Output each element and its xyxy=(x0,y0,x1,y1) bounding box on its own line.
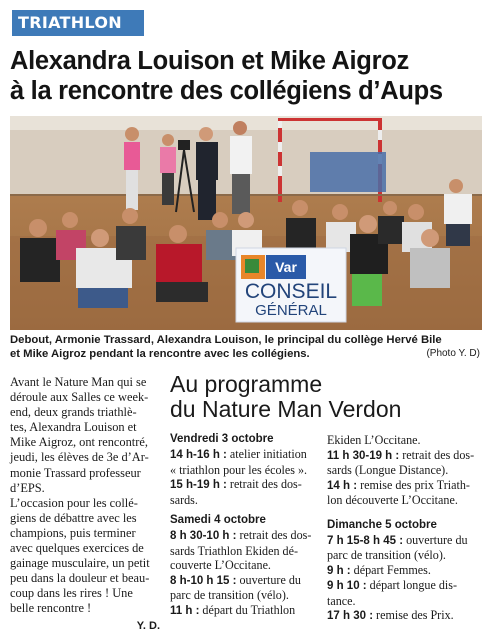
program-entry: 14 h : remise des prix Triath- xyxy=(327,477,470,492)
program-title-line-1: Au programme xyxy=(170,371,323,397)
program-entry-cont: parc de transition (vélo). xyxy=(327,548,446,562)
day-heading-vendredi: Vendredi 3 octobre xyxy=(170,433,274,445)
banner-line-1: CONSEIL xyxy=(244,280,338,303)
day-heading-dimanche: Dimanche 5 octobre xyxy=(327,518,437,531)
program-column-2 xyxy=(327,433,477,624)
article-line: avec quelques exercices de xyxy=(10,541,144,556)
section-tag: TRIATHLON xyxy=(12,10,144,36)
banner-line-2: GÉNÉRAL xyxy=(255,302,327,319)
article-line: L’occasion pour les collé- xyxy=(10,495,138,510)
program-entry-cont: « triathlon pour les écoles ». xyxy=(170,462,308,477)
article-line: end, deux grands triathlè- xyxy=(10,405,137,420)
program-entry: 17 h 30 : remise des Prix. xyxy=(327,608,454,622)
article-photo xyxy=(10,116,482,330)
program-title xyxy=(170,372,482,422)
day-heading-samedi: Samedi 4 octobre xyxy=(170,514,266,526)
program-entry: 15 h-19 h : retrait des dos- xyxy=(170,477,302,491)
caption-line-1: Debout, Armonie Trassard, Alexandra Louison, le principal du collège Hervé Bile xyxy=(10,334,442,346)
program-entry-cont: sards. xyxy=(170,492,198,507)
program-entry-cont: sards (Longue Distance). xyxy=(327,463,449,477)
article-line: jeudi, les élèves de 3e d’Ar- xyxy=(10,450,149,465)
program-entry: 8 h-10 h 15 : ouverture du xyxy=(170,572,301,587)
program-entry-cont: tance. xyxy=(327,593,356,608)
program-entry-cont: lon découverte L’Occitane. xyxy=(327,493,458,507)
banner-brand-text: Var xyxy=(275,259,297,275)
article-line: tes, Alexandra Louison et xyxy=(10,420,137,435)
article-signature: Y. D. xyxy=(136,619,160,632)
article-line: giens de débattre avec les xyxy=(10,510,137,525)
program-entry: 11 h : départ du Triathlon xyxy=(170,602,296,617)
headline-line-1: Alexandra Louison et Mike Aigroz xyxy=(10,47,409,75)
program-entry-cont: Ekiden L’Occitane. xyxy=(327,433,421,447)
article-line: Mike Aigroz, ont rencontré, xyxy=(10,435,148,450)
article-line: belle rencontre ! xyxy=(10,601,92,616)
conseil-general-banner xyxy=(236,248,346,322)
photo-caption xyxy=(10,333,482,361)
article-line: champions, puis terminer xyxy=(10,525,136,540)
article-body xyxy=(10,375,160,634)
article-line: Avant le Nature Man qui se xyxy=(10,375,147,389)
headline xyxy=(10,46,485,106)
program-entry: 8 h 30-10 h : retrait des dos- xyxy=(170,528,312,542)
program-entry: 14 h-16 h : atelier initiation xyxy=(170,447,307,461)
program-entry-cont: sards Triathlon Ekiden dé- xyxy=(170,543,298,558)
article-line: gainage musculaire, un petit xyxy=(10,556,150,571)
program-entry-cont: parc de transition (vélo). xyxy=(170,588,289,602)
program-entry: 11 h 30-19 h : retrait des dos- xyxy=(327,447,475,462)
article-line: déroule aux Salles ce week- xyxy=(10,390,149,405)
article-line: d’EPS. xyxy=(10,480,45,495)
program-entry-cont: couverte L’Occitane. xyxy=(170,558,271,572)
program-column-1 xyxy=(170,432,320,618)
article-line: coup dans les rires ! Une xyxy=(10,586,133,601)
headline-line-2: à la rencontre des collégiens d’Aups xyxy=(10,77,443,105)
article-line: monie Trassard professeur xyxy=(10,465,141,480)
program-title-line-2: du Nature Man Verdon xyxy=(170,396,402,422)
photo-credit: (Photo Y. D) xyxy=(426,348,480,359)
blue-equipment xyxy=(310,152,386,192)
article-line: peu dans la douleur et beau- xyxy=(10,571,150,586)
photo-scene xyxy=(10,116,482,330)
caption-line-2: et Mike Aigroz pendant la rencontre avec les collégiens. xyxy=(10,348,310,360)
program-entry: 7 h 15-8 h 45 : ouverture du xyxy=(327,532,468,547)
program-entry: 9 h : départ Femmes. xyxy=(327,562,431,577)
program-entry: 9 h 10 : départ longue dis- xyxy=(327,578,457,592)
